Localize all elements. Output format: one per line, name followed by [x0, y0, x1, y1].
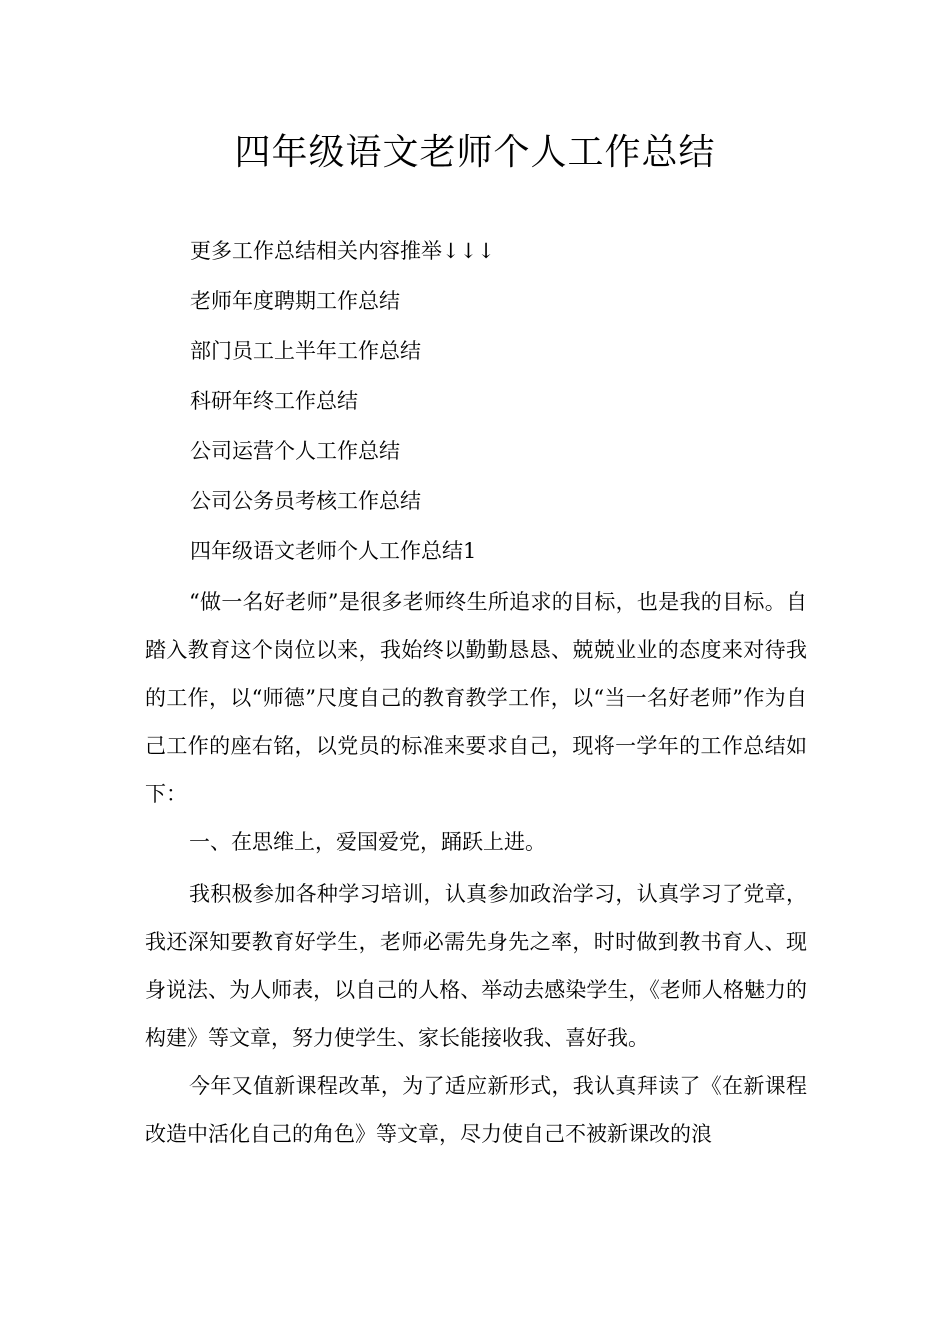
- recommend-header: 更多工作总结相关内容推举↓↓↓: [190, 239, 495, 263]
- related-link[interactable]: 公司公务员考核工作总结: [190, 489, 421, 513]
- document-title: 四年级语文老师个人工作总结: [234, 132, 716, 173]
- paragraph-study: 我积极参加各种学习培训，认真参加政治学习，认真学习了党章，我还深知要教育好学生，老师必需先身先之率，时时做到教书育人、现身说法、为人师表，以自己的人格、举动去感染学生，《老师人格魅力的构建》等文章，努力使学生、家长能接收我、喜好我。: [145, 882, 807, 1050]
- body-text: [145, 578, 807, 1158]
- related-link[interactable]: 老师年度聘期工作总结: [190, 289, 400, 313]
- related-link[interactable]: 部门员工上半年工作总结: [190, 339, 421, 363]
- recommend-list: [190, 229, 850, 579]
- paragraph-reform: 今年又值新课程改革，为了适应新形式，我认真拜读了《在新课程改造中活化自己的角色》等文章，尽力使自己不被新课改的浪: [145, 1074, 807, 1146]
- related-link[interactable]: 公司运营个人工作总结: [190, 439, 400, 463]
- paragraph-intro: “做一名好老师”是很多老师终生所追求的目标，也是我的目标。自踏入教育这个岗位以来，我始终以勤勤恳恳、兢兢业业的态度来对待我的工作，以“师德”尺度自己的教育教学工作，以“当一名好老师”作为自己工作的座右铭，以党员的标准来要求自己，现将一学年的工作总结如下：: [145, 590, 807, 806]
- section-title: 四年级语文老师个人工作总结1: [190, 539, 477, 563]
- related-link[interactable]: 科研年终工作总结: [190, 389, 358, 413]
- paragraph-heading-1: 一、在思维上，爱国爱党，踊跃上进。: [189, 830, 546, 854]
